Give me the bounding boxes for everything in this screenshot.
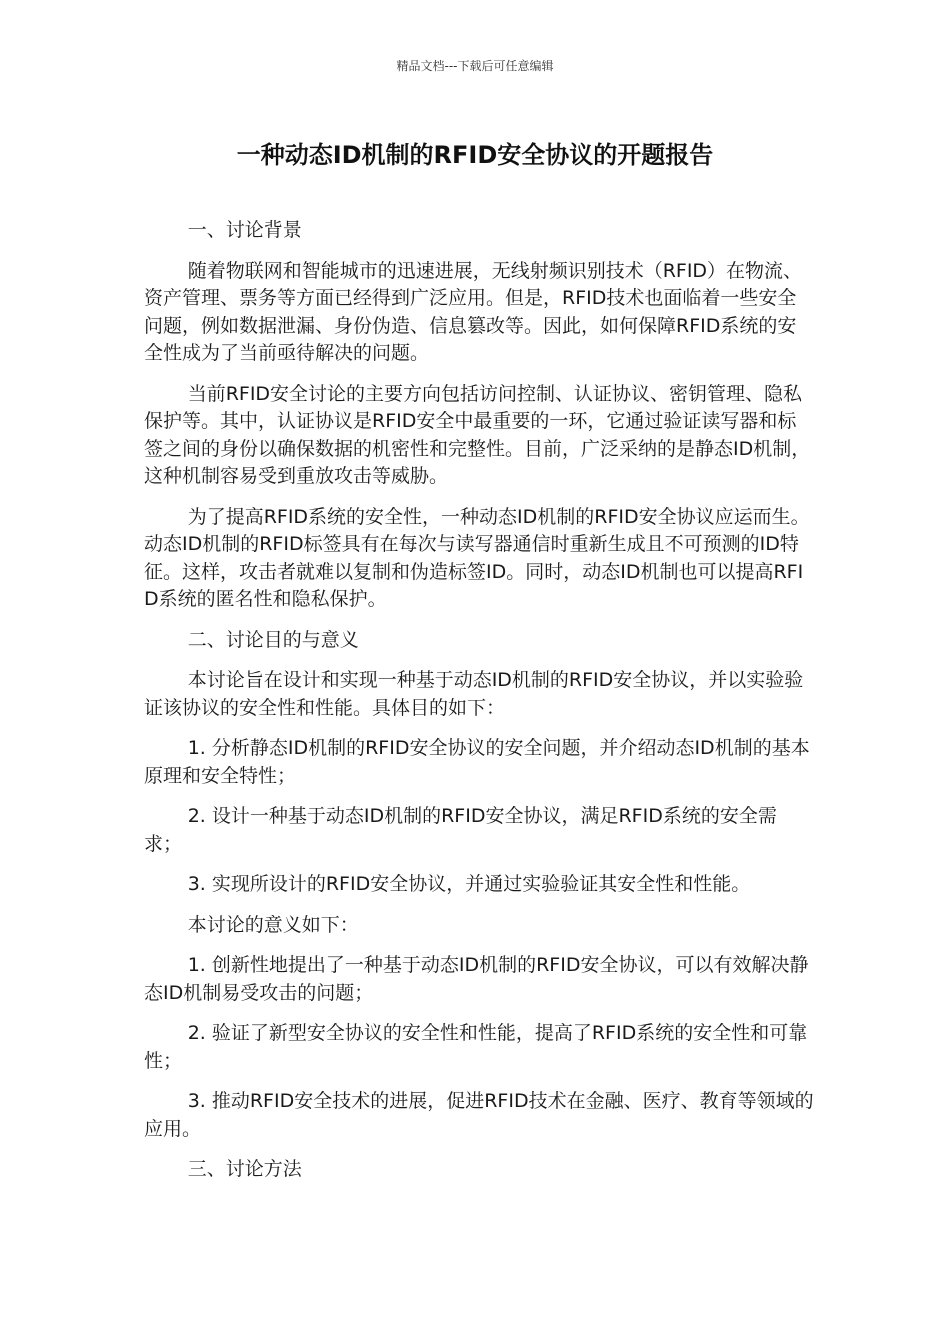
document-body: [144, 217, 814, 1197]
background-paragraph-1: 随着物联网和智能城市的迅速进展，无线射频识别技术（RFID）在物流、资产管理、票务等方面已经得到广泛应用。但是，RFID技术也面临着一些安全问题，例如数据泄漏、身份伪造、信息篡改等。因此，如何保障RFID系统的安全性成为了当前亟待解决的问题。: [144, 259, 803, 364]
significance-item-2: 2. 验证了新型安全协议的安全性和性能，提高了RFID系统的安全性和可靠性；: [144, 1022, 808, 1072]
significance-item-3: 3. 推动RFID安全技术的进展，促进RFID技术在金融、医疗、教育等领域的应用。: [144, 1090, 814, 1140]
purpose-item-2: 2. 设计一种基于动态ID机制的RFID安全协议，满足RFID系统的安全需求；: [144, 805, 777, 855]
significance-paragraph: 本讨论的意义如下：: [187, 913, 359, 936]
background-paragraph-2: 当前RFID安全讨论的主要方向包括访问控制、认证协议、密钥管理、隐私保护等。其中，认证协议是RFID安全中最重要的一环，它通过验证读写器和标签之间的身份以确保数据的机密性和完整性。目前，广泛采纳的是静态ID机制，这种机制容易受到重放攻击等威胁。: [144, 382, 811, 487]
purpose-paragraph: 本讨论旨在设计和实现一种基于动态ID机制的RFID安全协议，并以实验验证该协议的安全性和性能。具体目的如下：: [144, 669, 804, 719]
section-heading-background: 一、讨论背景: [187, 219, 302, 241]
page-header-note: 精品文档---下载后可任意编辑: [396, 59, 554, 73]
section-heading-purpose: 二、讨论目的与意义: [187, 628, 359, 651]
document-title: 一种动态ID机制的RFID安全协议的开题报告: [236, 141, 714, 169]
section-heading-method: 三、讨论方法: [187, 1158, 302, 1180]
background-paragraph-3: 为了提高RFID系统的安全性，一种动态ID机制的RFID安全协议应运而生。动态ID机制的RFID标签具有在每次与读写器通信时重新生成且不可预测的ID特征。这样，攻击者就难以复制和伪造标签ID。同时，动态ID机制也可以提高RFID系统的匿名性和隐私保护。: [144, 505, 810, 610]
purpose-item-3: 3. 实现所设计的RFID安全协议，并通过实验验证其安全性和性能。: [187, 873, 751, 895]
purpose-item-1: 1. 分析静态ID机制的RFID安全协议的安全问题，并介绍动态ID机制的基本原理和安全特性；: [144, 737, 810, 787]
significance-item-1: 1. 创新性地提出了一种基于动态ID机制的RFID安全协议，可以有效解决静态ID机制易受攻击的问题；: [144, 954, 809, 1004]
